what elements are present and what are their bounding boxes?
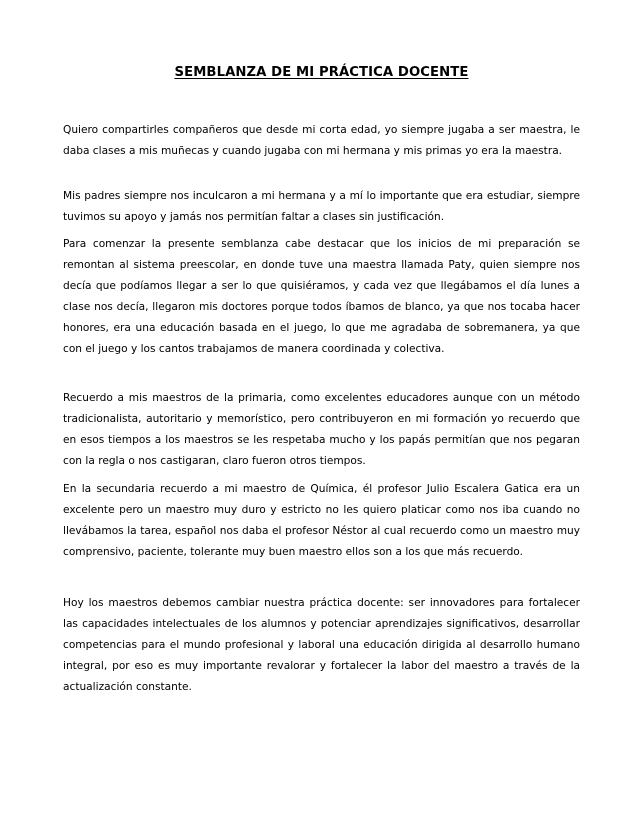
paragraph-5: En la secundaria recuerdo a mi maestro de Química, él profesor Julio Escalera Gatica era un excelente pero un maestro muy duro y estricto no les quiero platicar como nos iba cuando no llevábamos la tarea, español nos daba el profesor Néstor al cual recuerdo como un maestro muy comprensivo, paciente, tolerante muy buen maestro ellos son a los que más recuerdo.	[63, 483, 580, 558]
document-title	[63, 63, 580, 83]
paragraph-4: Recuerdo a mis maestros de la primaria, como excelentes educadores aunque con un método tradicionalista, autoritario y memorístico, pero contribuyeron en mi formación yo recuerdo que en esos tiempos a los maestros se les respetaba mucho y los papás permitían que nos pegaran con la regla o nos castigaran, claro fueron otros tiempos.	[63, 392, 580, 467]
paragraph-3: Para comenzar la presente semblanza cabe destacar que los inicios de mi preparación se remontan al sistema preescolar, en donde tuve una maestra llamada Paty, quien siempre nos decía que podíamos llegar a ser lo que quisiéramos, y cada vez que llegábamos el día lunes a clase nos decía, llegaron mis doctores porque todos íbamos de blanco, ya que nos tocaba hacer honores, era una educación basada en el juego, lo que me agradaba de sobremanera, ya que con el juego y los cantos trabajamos de manera coordinada y colectiva.	[63, 238, 580, 355]
paragraph-2: Mis padres siempre nos inculcaron a mi hermana y a mí lo importante que era estudiar, siempre tuvimos su apoyo y jamás nos permitían faltar a clases sin justificación.	[63, 190, 580, 223]
document-title-text: SEMBLANZA DE MI PRÁCTICA DOCENTE	[174, 65, 469, 80]
paragraph-6: Hoy los maestros debemos cambiar nuestra práctica docente: ser innovadores para fortalecer las capacidades intelectuales de los alumnos y potenciar aprendizajes significativos, desarrollar competencias para el mundo profesional y laboral una educación dirigida al desarrollo humano integral, por eso es muy importante revalorar y fortalecer la labor del maestro a través de la actualización constante.	[63, 597, 580, 693]
paragraph-1: Quiero compartirles compañeros que desde mi corta edad, yo siempre jugaba a ser maestra, le daba clases a mis muñecas y cuando jugaba con mi hermana y mis primas yo era la maestra.	[63, 124, 580, 157]
